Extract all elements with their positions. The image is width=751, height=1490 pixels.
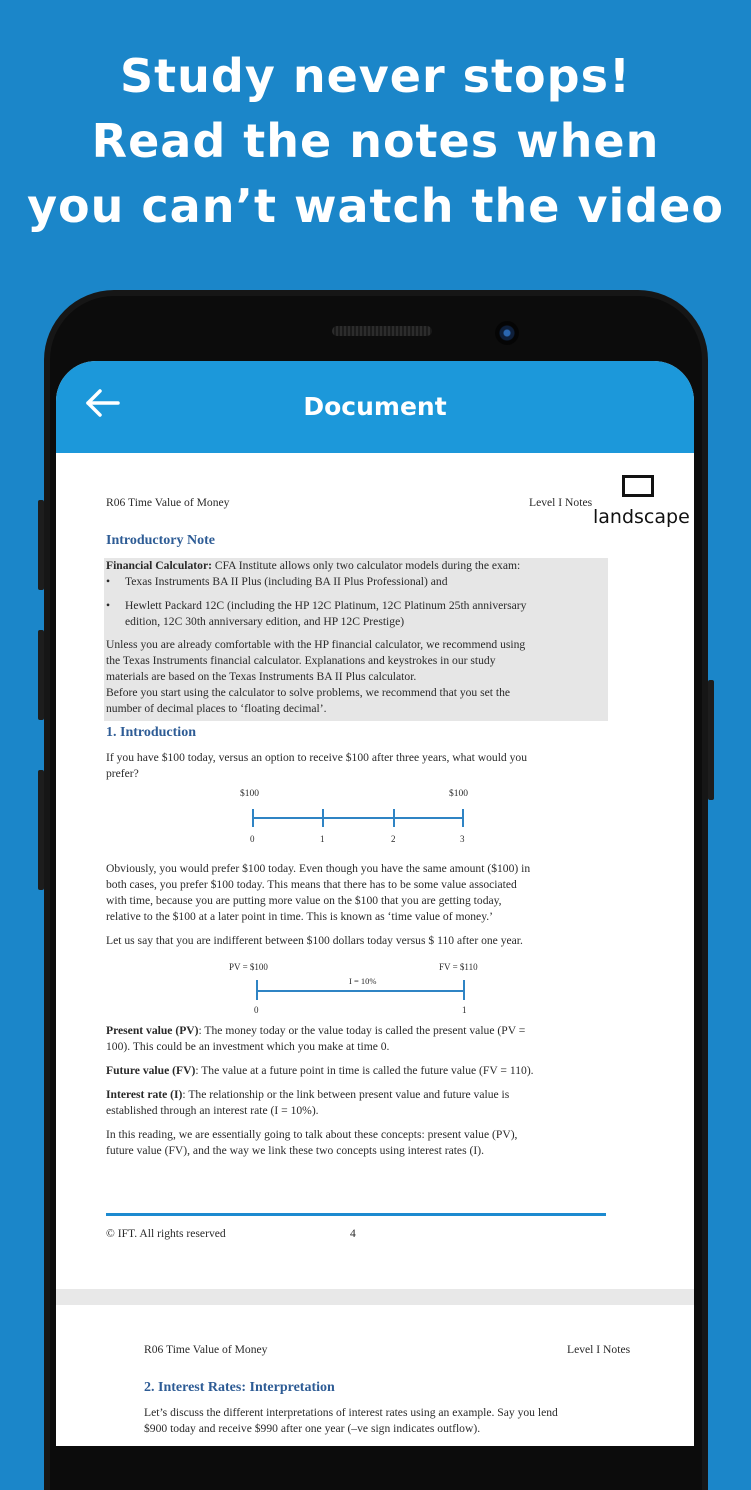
ir-text: : The relationship or the link between present value and future value is	[182, 1088, 510, 1101]
page-header-left: R06 Time Value of Money	[106, 496, 230, 509]
earpiece-speaker	[332, 326, 432, 336]
page-header-right: Level I Notes	[529, 496, 593, 509]
footer-rule	[106, 1213, 606, 1216]
timeline-2-axis	[256, 990, 465, 992]
intro-heading: Introductory Note	[106, 533, 216, 548]
para2-line: relative to the $100 at a later point in time. This is known as ‘time value of money.’	[106, 910, 494, 923]
timeline-2-tick-label: 0	[254, 1005, 259, 1015]
phone-side-button	[38, 770, 44, 890]
question-line: prefer?	[106, 767, 139, 780]
page-header-left: R06 Time Value of Money	[144, 1343, 268, 1356]
page2-text-line: $900 today and receive $990 after one year (–ve sign indicates outflow).	[144, 1422, 481, 1435]
para2-line: Obviously, you would prefer $100 today. Even though you have the same amount ($100) in	[106, 862, 531, 875]
ir-text-line-2: established through an interest rate (I = 10%).	[106, 1104, 319, 1117]
timeline-2-tick-label: 1	[462, 1005, 467, 1015]
phone-power-button	[708, 680, 714, 800]
para1-line: Unless you are already comfortable with the HP financial calculator, we recommend using	[106, 638, 526, 651]
para4-line: future value (FV), and the way we link these two concepts using interest rates (I).	[106, 1144, 484, 1157]
para3: Let us say that you are indifferent between $100 dollars today versus $ 110 after one year.	[106, 934, 523, 947]
para1-line: number of decimal places to ‘floating decimal’.	[106, 702, 327, 715]
footer-page-number: 4	[350, 1227, 356, 1240]
para1-line: Before you start using the calculator to solve problems, we recommend that you set the	[106, 686, 511, 699]
pv-text: : The money today or the value today is called the present value (PV =	[198, 1024, 526, 1037]
headline-line-2: Read the notes when	[91, 114, 660, 168]
document-page-2[interactable]	[56, 1305, 694, 1446]
timeline-1-tick	[322, 809, 324, 827]
fc-paragraph	[106, 558, 520, 574]
app-bar	[56, 361, 694, 453]
fv-label: Future value (FV)	[106, 1064, 196, 1077]
para1-line: the Texas Instruments financial calculator. Explanations and keystrokes in our study	[106, 654, 496, 667]
fv-text: : The value at a future point in time is called the future value (FV = 110).	[195, 1064, 534, 1077]
timeline-1-right-value: $100	[449, 789, 468, 799]
arrow-left-icon[interactable]	[82, 385, 122, 421]
bullet-1: Texas Instruments BA II Plus (including BA II Plus Professional) and	[125, 575, 448, 588]
bullet-2-line-1: Hewlett Packard 12C (including the HP 12C Platinum, 12C Platinum 25th anniversary	[125, 599, 527, 612]
landscape-toggle-label[interactable]: landscape	[593, 506, 690, 528]
rectangle-landscape-icon[interactable]	[622, 475, 654, 497]
section-1-heading: 1. Introduction	[106, 725, 196, 740]
footer-copyright: © IFT. All rights reserved	[106, 1227, 226, 1240]
ir-label: Interest rate (I)	[106, 1088, 183, 1101]
headline-line-1: Study never stops!	[120, 49, 631, 103]
para1-line: materials are based on the Texas Instruments BA II Plus calculator.	[106, 670, 417, 683]
bullet-dot: •	[106, 575, 111, 588]
bullet-dot: •	[106, 599, 111, 612]
para2-line: with time, because you are putting more value on the $100 that you are getting today,	[106, 894, 502, 907]
section-2-heading: 2. Interest Rates: Interpretation	[144, 1380, 335, 1395]
fc-label: Financial Calculator:	[106, 559, 212, 572]
page-title: Document	[303, 392, 447, 421]
timeline-1-tick-label: 3	[460, 834, 465, 844]
timeline-2-right-value: FV = $110	[439, 962, 478, 972]
bullet-2-line-2: edition, 12C 30th anniversary edition, and HP 12C Prestige)	[125, 615, 405, 628]
para4-line: In this reading, we are essentially going to talk about these concepts: present value (PV),	[106, 1128, 518, 1141]
timeline-2-tick	[256, 980, 258, 1000]
timeline-2-tick	[463, 980, 465, 1000]
pv-label: Present value (PV)	[106, 1024, 199, 1037]
fv-definition	[106, 1063, 534, 1079]
timeline-1-left-value: $100	[240, 789, 259, 799]
para2-line: both cases, you prefer $100 today. This means that there has to be some value associated	[106, 878, 517, 891]
timeline-1-tick-label: 1	[320, 834, 325, 844]
timeline-1-tick	[252, 809, 254, 827]
question-line: If you have $100 today, versus an option to receive $100 after three years, what would you	[106, 751, 528, 764]
phone-side-button	[38, 500, 44, 590]
timeline-1-tick	[393, 809, 395, 827]
headline-line-3: you can’t watch the video	[27, 179, 724, 233]
fc-text: CFA Institute allows only two calculator models during the exam:	[211, 559, 521, 572]
phone-side-button	[38, 630, 44, 720]
ir-definition	[106, 1087, 509, 1103]
timeline-1-tick-label: 2	[391, 834, 396, 844]
app-screen	[56, 361, 694, 1446]
pv-text-line-2: 100). This could be an investment which you make at time 0.	[106, 1040, 390, 1053]
timeline-2-rate: I = 10%	[349, 976, 377, 986]
front-camera-icon	[495, 321, 519, 345]
timeline-1-tick	[462, 809, 464, 827]
page-header-right: Level I Notes	[567, 1343, 631, 1356]
timeline-2-left-value: PV = $100	[229, 962, 268, 972]
promo-headline	[0, 44, 751, 239]
document-page-1[interactable]	[56, 453, 694, 1289]
timeline-1-tick-label: 0	[250, 834, 255, 844]
page2-text-line: Let’s discuss the different interpretations of interest rates using an example. Say you lend	[144, 1406, 558, 1419]
timeline-1-axis	[252, 817, 464, 819]
pv-definition	[106, 1023, 525, 1039]
